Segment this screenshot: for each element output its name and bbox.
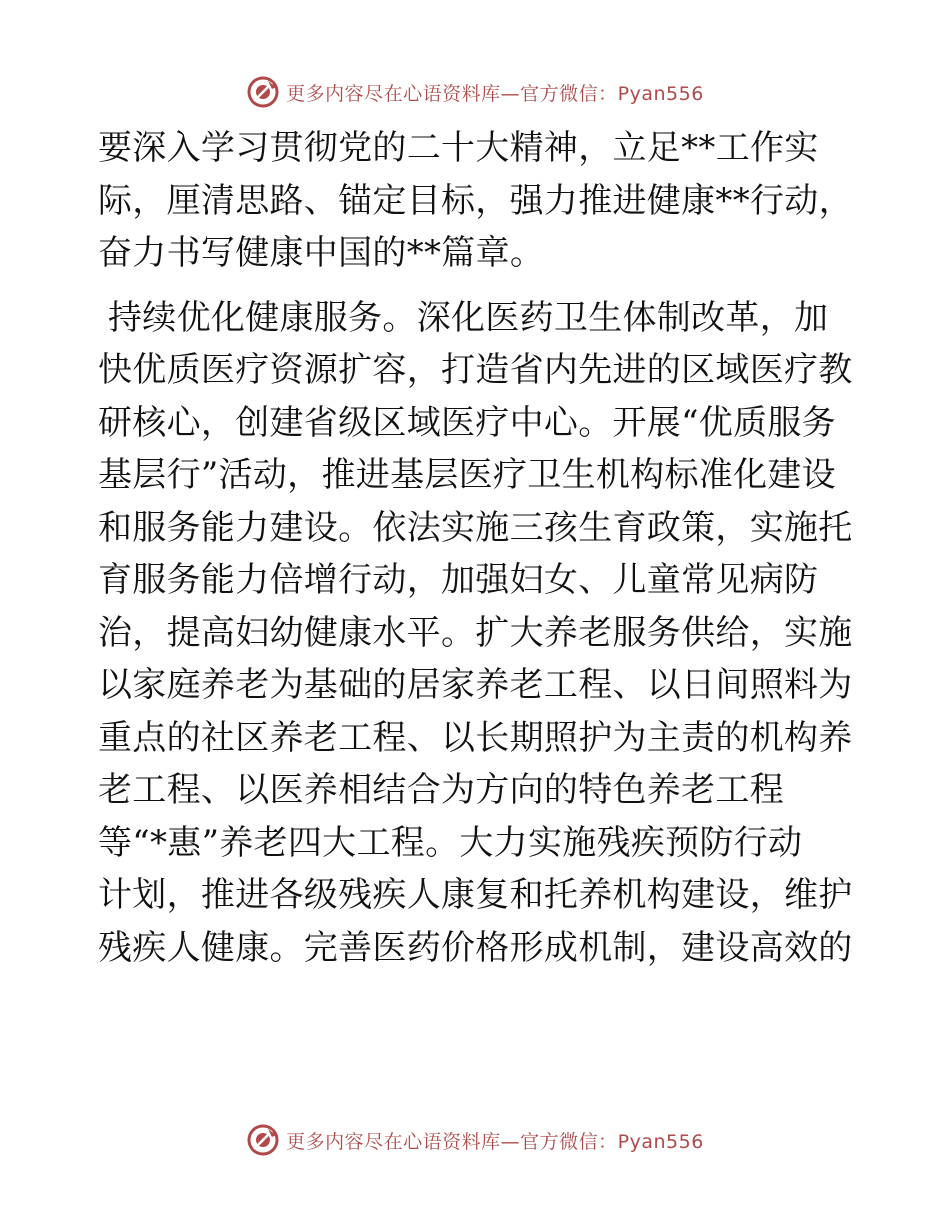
book-logo-icon — [246, 1123, 280, 1157]
text-line: 计划，推进各级残疾人康复和托养机构建设，维护 — [98, 875, 853, 915]
watermark-text: 更多内容尽在心语资料库—官方微信：Pyan556 — [286, 1130, 704, 1153]
text-line: 基层行”活动，推进基层医疗卫生机构标准化建设 — [98, 455, 836, 495]
paragraph-1 — [98, 122, 868, 280]
paragraph-2 — [98, 292, 868, 975]
text-line: 持续优化健康服务。深化医药卫生体制改革，加 — [108, 297, 829, 338]
text-line: 和服务能力建设。依法实施三孩生育政策，实施托 — [98, 507, 853, 548]
watermark-text: 更多内容尽在心语资料库—官方微信：Pyan556 — [286, 82, 704, 105]
text-line: 治，提高妇幼健康水平。扩大养老服务供给，实施 — [98, 612, 853, 653]
text-line: 要深入学习贯彻党的二十大精神，立足**工作实 — [98, 128, 819, 168]
text-line: 研核心，创建省级区域医疗中心。开展“优质服务 — [98, 402, 836, 443]
header-watermark-banner — [0, 72, 950, 112]
text-line: 等“*惠”养老四大工程。大力实施残疾预防行动 — [98, 822, 803, 863]
text-line: 快优质医疗资源扩容，打造省内先进的区域医疗教 — [98, 350, 853, 390]
text-line: 以家庭养老为基础的居家养老工程、以日间照料为 — [98, 665, 853, 705]
text-line: 老工程、以医养相结合为方向的特色养老工程 — [98, 770, 784, 810]
text-line: 育服务能力倍增行动，加强妇女、儿童常见病防 — [98, 560, 819, 600]
text-line: 奋力书写健康中国的**篇章。 — [98, 233, 545, 273]
footer-watermark-banner — [0, 1120, 950, 1160]
text-line: 残疾人健康。完善医药价格形成机制，建设高效的 — [98, 927, 853, 968]
book-logo-icon — [246, 75, 280, 109]
text-line: 际，厘清思路、锚定目标，强力推进健康**行动， — [98, 180, 853, 221]
text-line: 重点的社区养老工程、以长期照护为主责的机构养 — [98, 717, 853, 758]
document-body — [98, 122, 868, 974]
